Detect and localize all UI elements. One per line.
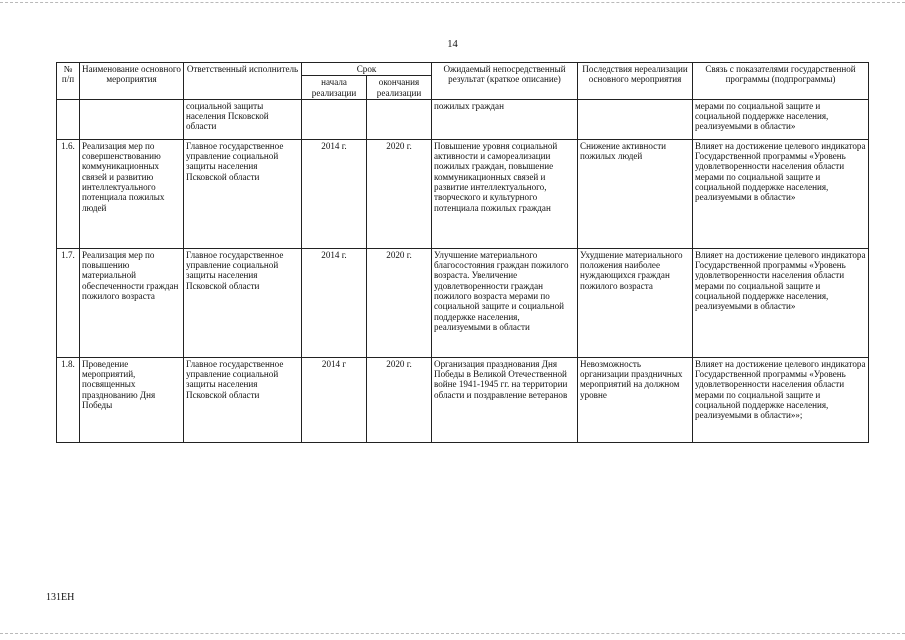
cell-consequences: Снижение активности пожилых людей xyxy=(578,139,693,248)
cell-end: 2020 г. xyxy=(367,357,432,442)
header-result: Ожидаемый непосредственный результат (краткое описание) xyxy=(432,63,578,100)
cell-executor: Главное государственное управление социальной защиты населения Псковской области xyxy=(184,248,302,357)
cell-result: Улучшение материального благосостояния граждан пожилого возраста. Увеличение удовлетворенности граждан пожилого возраста мерами по социальной защите и социальной поддержке населения, реализуемыми в области xyxy=(432,248,578,357)
table-row-continuation xyxy=(57,99,869,139)
header-consequences: Последствия нереализации основного мероприятия xyxy=(578,63,693,100)
cell-link: Влияет на достижение целевого индикатора Государственной программы «Уровень удовлетворенности населения области мерами по социальной защите и социальной поддержке населения, реализуемыми в области» xyxy=(693,248,869,357)
cell-executor: социальной защиты населения Псковской области xyxy=(184,99,302,139)
header-row xyxy=(57,63,869,76)
cell-num: 1.7. xyxy=(57,248,80,357)
cell-name: Реализация мер по повышению материальной обеспеченности граждан пожилого возраста xyxy=(80,248,184,357)
table-row xyxy=(57,248,869,357)
cell-result: пожилых граждан xyxy=(432,99,578,139)
cell-link: мерами по социальной защите и социальной поддержке населения, реализуемыми в области» xyxy=(693,99,869,139)
cell-num: 1.6. xyxy=(57,139,80,248)
top-scan-border xyxy=(0,2,905,3)
cell-start: 2014 г. xyxy=(302,139,367,248)
cell-link: Влияет на достижение целевого индикатора Государственной программы «Уровень удовлетворенности населения области мерами по социальной защите и социальной поддержке населения, реализуемыми в области»»; xyxy=(693,357,869,442)
header-term: Срок xyxy=(302,63,432,76)
cell-result: Организация празднования Дня Победы в Великой Отечественной войне 1941-1945 гг. на территории области и поздравление ветеранов xyxy=(432,357,578,442)
table-row xyxy=(57,139,869,248)
cell-executor: Главное государственное управление социальной защиты населения Псковской области xyxy=(184,139,302,248)
cell-result: Повышение уровня социальной активности и самореализации пожилых граждан, повышение коммуникационных связей и развитие интеллектуального, творческого и культурного потенциала пожилых граждан xyxy=(432,139,578,248)
cell-end xyxy=(367,99,432,139)
table-row xyxy=(57,357,869,442)
cell-consequences xyxy=(578,99,693,139)
cell-name: Реализация мер по совершенствованию коммуникационных связей и развитию интеллектуального потенциала пожилых людей xyxy=(80,139,184,248)
header-link: Связь с показателями государственной программы (подпрограммы) xyxy=(693,63,869,100)
cell-executor: Главное государственное управление социальной защиты населения Псковской области xyxy=(184,357,302,442)
cell-start: 2014 г xyxy=(302,357,367,442)
cell-name xyxy=(80,99,184,139)
cell-link: Влияет на достижение целевого индикатора Государственной программы «Уровень удовлетворенности населения области мерами по социальной защите и социальной поддержке населения, реализуемыми в области» xyxy=(693,139,869,248)
header-executor: Ответственный исполнитель xyxy=(184,63,302,100)
cell-start: 2014 г. xyxy=(302,248,367,357)
cell-end: 2020 г. xyxy=(367,248,432,357)
cell-num: 1.8. xyxy=(57,357,80,442)
cell-name: Проведение мероприятий, посвященных празднованию Дня Победы xyxy=(80,357,184,442)
cell-consequences: Невозможность организации праздничных мероприятий на должном уровне xyxy=(578,357,693,442)
cell-consequences: Ухудшение материального положения наиболее нуждающихся граждан пожилого возраста xyxy=(578,248,693,357)
measures-table xyxy=(56,62,869,443)
header-name: Наименование основного мероприятия xyxy=(80,63,184,100)
header-num: № п/п xyxy=(57,63,80,100)
cell-num xyxy=(57,99,80,139)
bottom-scan-border xyxy=(0,633,905,634)
cell-end: 2020 г. xyxy=(367,139,432,248)
page-number: 14 xyxy=(447,39,458,50)
header-term-start: начала реализации xyxy=(302,76,367,100)
header-term-end: окончания реализации xyxy=(367,76,432,100)
cell-start xyxy=(302,99,367,139)
document-code: 131ЕН xyxy=(46,592,75,603)
